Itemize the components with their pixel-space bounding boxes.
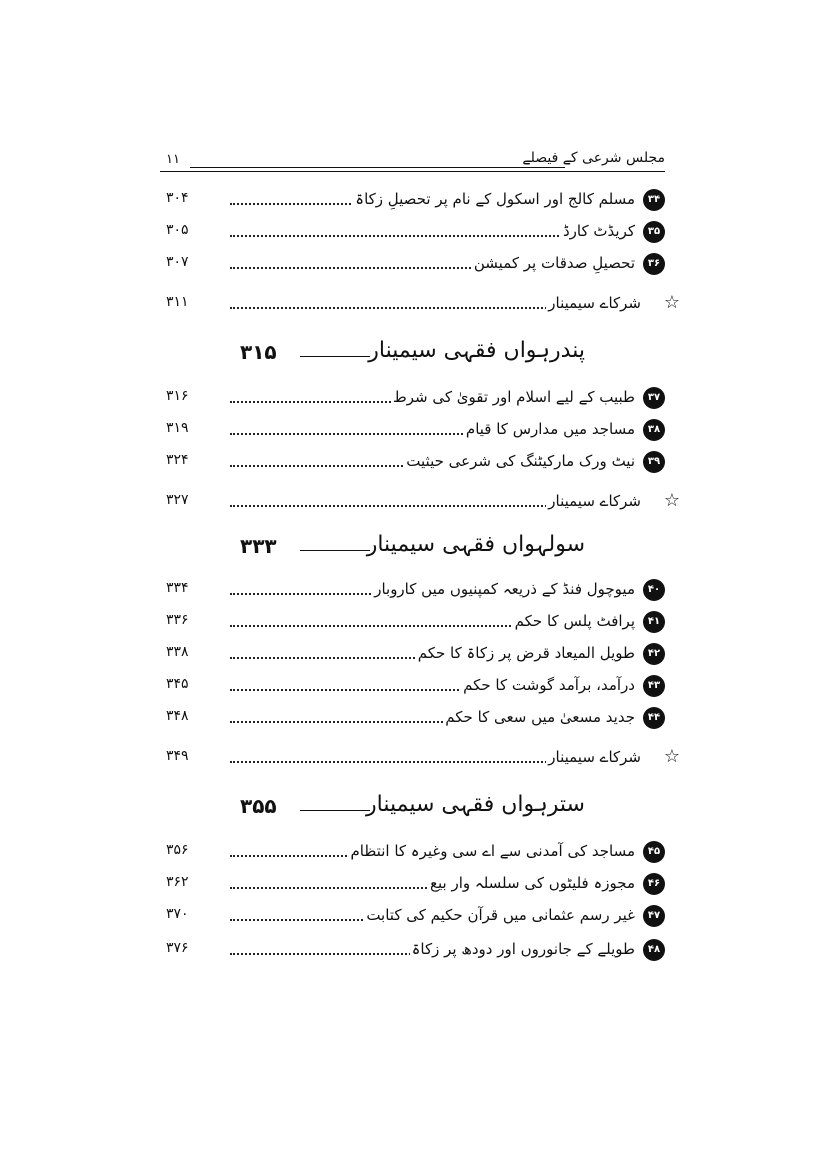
toc-entry[interactable] [160,608,665,638]
page-header [160,150,665,172]
entry-title: شرکاے سیمینار [548,492,641,510]
participants-row[interactable] [160,744,681,774]
entry-number-badge: ۴۸ [643,939,665,961]
entry-number-badge: ۳۶ [643,253,665,275]
entry-page-number: ۳۱۱ [166,294,189,310]
toc-entry[interactable] [160,870,665,900]
toc-entry[interactable] [160,186,665,216]
section-page-number: ۳۱۵ [240,340,277,364]
toc-entry[interactable] [160,416,665,446]
entry-page-number: ۳۱۶ [166,388,189,404]
entry-title: مسلم کالج اور اسکول کے نام پر تحصیلِ زکاۃ [355,190,635,208]
entry-title: مساجد کی آمدنی سے اے سی وغیرہ کا انتظام [350,842,635,860]
toc-entry[interactable] [160,672,665,702]
entry-number-badge: ۴۴ [643,707,665,729]
entry-number-badge: ۴۳ [643,675,665,697]
header-rule [160,171,665,172]
entry-title: تحصیلِ صدقات پر کمیشن [473,254,635,272]
star-icon: ☆ [663,746,681,767]
entry-title: میوچول فنڈ کے ذریعہ کمپنیوں میں کاروبار [374,580,635,598]
entry-page-number: ۳۳۸ [166,644,189,660]
entry-page-number: ۳۰۷ [166,254,189,270]
entry-page-number: ۳۳۶ [166,612,189,628]
section-heading [240,792,585,832]
toc-entry[interactable] [160,838,665,868]
entry-number-badge: ۳۸ [643,419,665,441]
entry-number-badge: ۴۱ [643,611,665,633]
entry-page-number: ۳۶۲ [166,874,189,890]
entry-page-number: ۳۰۵ [166,222,189,238]
entry-title: پرافٹ پلس کا حکم [514,612,635,630]
page-number: ۱۱ [166,152,180,167]
entry-title: طبیب کے لیے اسلام اور تقویٰ کی شرط [392,388,635,406]
entry-number-badge: ۳۴ [643,189,665,211]
entry-title: غیر رسم عثمانی میں قرآن حکیم کی کتابت [366,906,635,924]
section-dash [300,356,370,357]
header-rule-upper [190,167,565,168]
section-title: پندرہواں فقہی سیمینار [368,338,585,363]
entry-page-number: ۳۲۴ [166,452,189,468]
section-heading [240,532,585,572]
toc-entry[interactable] [160,704,665,734]
entry-title: کریڈٹ کارڈ [563,222,635,240]
toc-entry[interactable] [160,640,665,670]
entry-page-number: ۳۴۵ [166,676,189,692]
entry-number-badge: ۴۵ [643,841,665,863]
entry-number-badge: ۳۷ [643,387,665,409]
toc-entry[interactable] [160,250,665,280]
entry-title: جدید مسعیٰ میں سعی کا حکم [445,708,635,726]
entry-number-badge: ۳۹ [643,451,665,473]
running-title: مجلس شرعی کے فیصلے [522,150,665,166]
entry-number-badge: ۳۵ [643,221,665,243]
entry-title: مساجد میں مدارس کا قیام [465,420,635,438]
entry-page-number: ۳۰۴ [166,190,189,206]
toc-entry[interactable] [160,936,665,966]
section-page-number: ۳۳۳ [240,534,277,558]
entry-title: نیٹ ورک مارکیٹنگ کی شرعی حیثیت [406,452,635,470]
entry-page-number: ۳۴۸ [166,708,189,724]
section-dash [300,550,370,551]
entry-title: درآمد، برآمد گوشت کا حکم [463,676,635,694]
participants-row[interactable] [160,290,681,320]
entry-title: مجوزہ فلیٹوں کی سلسلہ وار بیع [430,874,635,892]
entry-page-number: ۳۷۶ [166,940,189,956]
toc-entry[interactable] [160,218,665,248]
section-heading [240,338,585,378]
entry-page-number: ۳۴۹ [166,748,189,764]
toc-entry[interactable] [160,448,665,478]
entry-page-number: ۳۳۴ [166,580,189,596]
entry-number-badge: ۴۲ [643,643,665,665]
section-title: سترہواں فقہی سیمینار [366,792,585,817]
star-icon: ☆ [663,490,681,511]
entry-number-badge: ۴۶ [643,873,665,895]
toc-entry[interactable] [160,902,665,932]
toc-entry[interactable] [160,576,665,606]
entry-page-number: ۳۵۶ [166,842,189,858]
section-page-number: ۳۵۵ [240,794,277,818]
entry-title: طویل المیعاد قرض پر زکاۃ کا حکم [417,644,635,662]
entry-title: طویلے کے جانوروں اور دودھ پر زکاۃ [411,940,635,958]
entry-number-badge: ۴۰ [643,579,665,601]
entry-title: شرکاے سیمینار [548,748,641,766]
toc-entry[interactable] [160,384,665,414]
entry-page-number: ۳۲۷ [166,492,189,508]
section-title: سولہواں فقہی سیمینار [366,532,585,557]
entry-page-number: ۳۷۰ [166,906,189,922]
participants-row[interactable] [160,488,681,518]
entry-page-number: ۳۱۹ [166,420,189,436]
entry-number-badge: ۴۷ [643,905,665,927]
section-dash [300,810,370,811]
star-icon: ☆ [663,292,681,313]
entry-title: شرکاے سیمینار [548,294,641,312]
